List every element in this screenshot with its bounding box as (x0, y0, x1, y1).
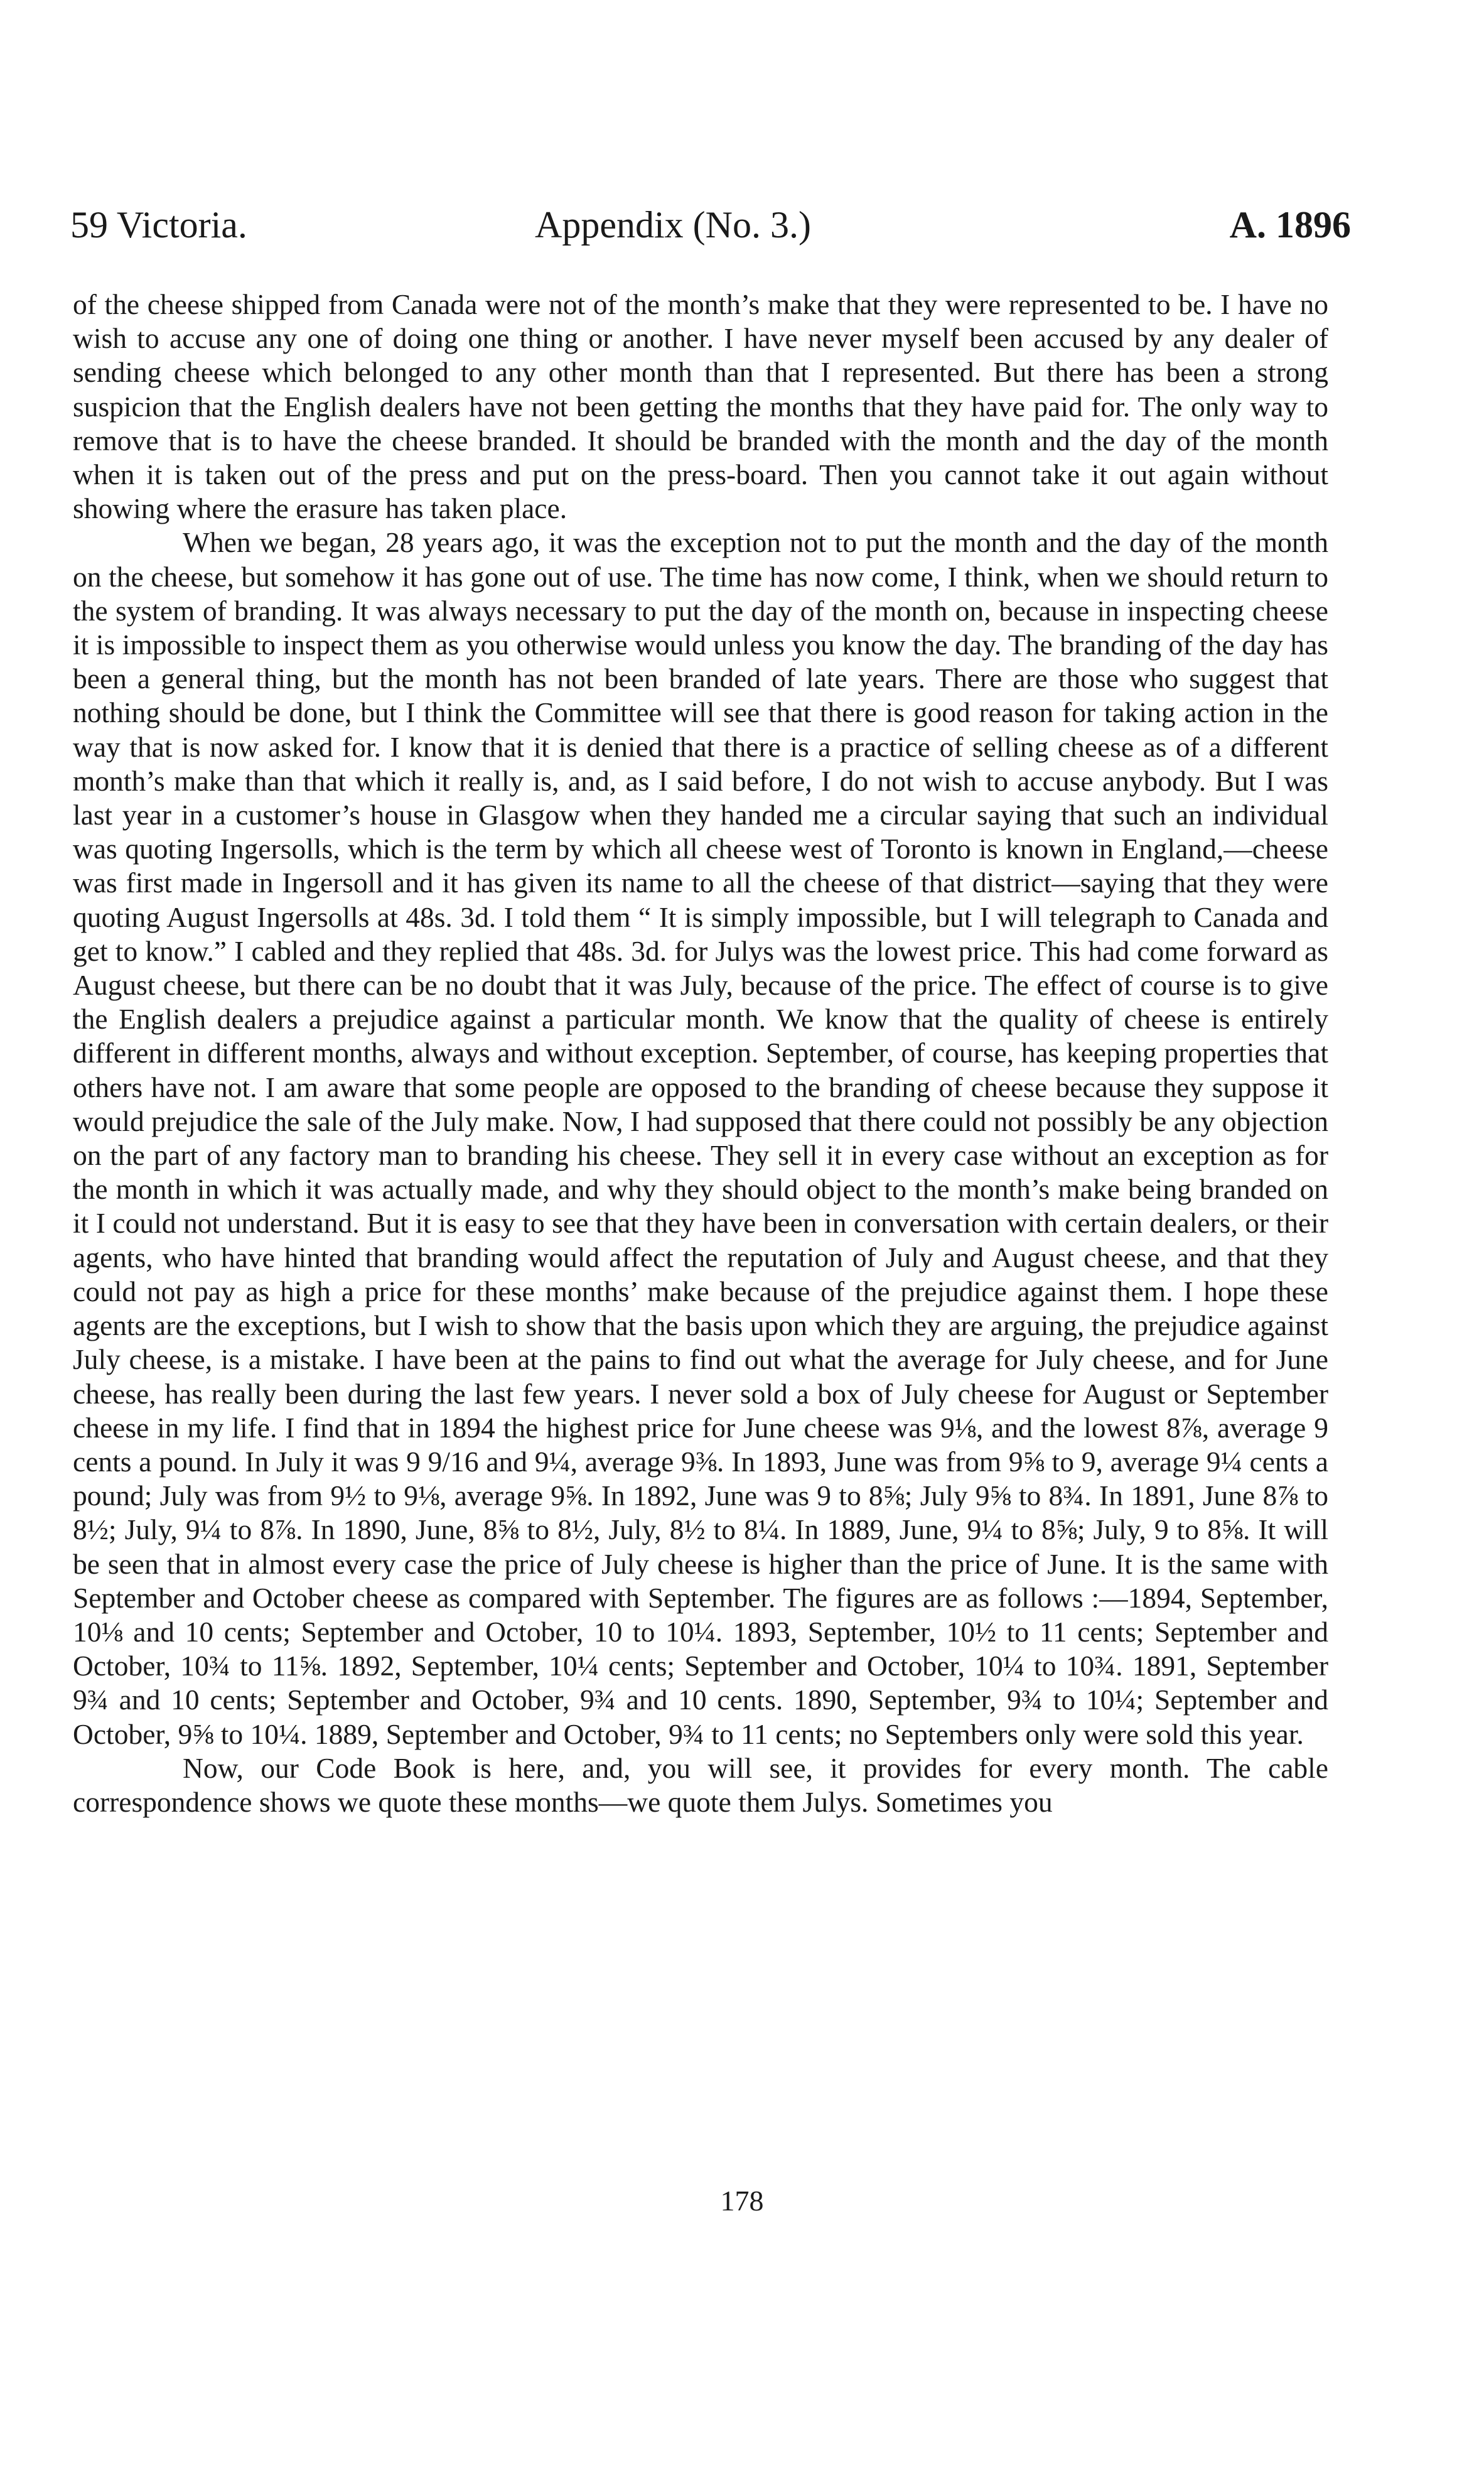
header-appendix: Appendix (No. 3.) (535, 204, 811, 246)
header-session: 59 Victoria. (70, 204, 247, 246)
running-header (70, 200, 1351, 250)
header-year: A. 1896 (1229, 204, 1351, 246)
paragraph-continued: of the cheese shipped from Canada were not of the month’s make that they were represented to be. I have no wish to accuse any one of doing one thing or another. I have never myself been accused by any dealer of sending cheese which belonged to any other month than that I represented. But there has been a strong suspicion that the English dealers have not been getting the months that they have paid for. The only way to remove that is to have the cheese branded. It should be branded with the month and the day of the month when it is taken out of the press and put on the press-board. Then you cannot take it out again without showing where the erasure has taken place. (73, 288, 1328, 525)
body-text (73, 288, 1328, 1819)
paragraph-branding: When we began, 28 years ago, it was the exception not to put the month and the day of the month on the cheese, but somehow it has gone out of use. The time has now come, I think, when we should return to the system of branding. It was always necessary to put the day of the month on, because in inspecting cheese it is impossible to inspect them as you otherwise would unless you know the day. The branding of the day has been a general thing, but the month has not been branded of late years. There are those who suggest that nothing should be done, but I think the Committee will see that there is good reason for taking action in the way that is now asked for. I know that it is denied that there is a practice of selling cheese as of a different month’s make than that which it really is, and, as I said before, I do not wish to accuse anybody. But I was last year in a customer’s house in Glasgow when they handed me a circular saying that such an individual was quoting Ingersolls, which is the term by which all cheese west of Toronto is known in England,—cheese was first made in Ingersoll and it has given its name to all the cheese of that district—saying that they were quoting August Ingersolls at 48s. 3d. I told them “ It is simply impossible, but I will telegraph to Canada and get to know.” I cabled and they replied that 48s. 3d. for Julys was the lowest price. This had come forward as August cheese, but there can be no doubt that it was July, because of the price. The effect of course is to give the English dealers a prejudice against a particular month. We know that the quality of cheese is entirely different in different months, always and without exception. September, of course, has keeping properties that others have not. I am aware that some people are opposed to the branding of cheese because they suppose it would prejudice the sale of the July make. Now, I had supposed that there could not possibly be any objection on the part of any factory man to branding his cheese. They sell it in every case without an exception as for the month in which it was actually made, and why they should object to the month’s make being branded on it I could not understand. But it is easy to see that they have been in conversation with certain dealers, or their agents, who have hinted that branding would affect the reputation of July and August cheese, and that they could not pay as high a price for these months’ make because of the prejudice against them. I hope these agents are the exceptions, but I wish to show that the basis upon which they are arguing, the prejudice against July cheese, is a mistake. I have been at the pains to find out what the average for July cheese, and for June cheese, has really been during the last few years. I never sold a box of July cheese for August or September cheese in my life. I find that in 1894 the highest price for June cheese was 9⅛, and the lowest 8⅞, average 9 cents a pound. In July it was 9 9/16 and 9¼, average 9⅜. In 1893, June was from 9⅝ to 9, average 9¼ cents a pound; July was from 9½ to 9⅛, average 9⅝. In 1892, June was 9 to 8⅝; July 9⅝ to 8¾. In 1891, June 8⅞ to 8½; July, 9¼ to 8⅞. In 1890, June, 8⅝ to 8½, July, 8½ to 8¼. In 1889, June, 9¼ to 8⅝; July, 9 to 8⅝. It will be seen that in almost every case the price of July cheese is higher than the price of June. It is the same with September and October cheese as compared with September. The figures are as follows :—1894, September, 10⅛ and 10 cents; September and October, 10 to 10¼. 1893, September, 10½ to 11 cents; September and October, 10¾ to 11⅝. 1892, September, 10¼ cents; September and October, 10¼ to 10¾. 1891, September 9¾ and 10 cents; September and October, 9¾ and 10 cents. 1890, September, 9¾ to 10¼; September and October, 9⅝ to 10¼. 1889, September and October, 9¾ to 11 cents; no Septembers only were sold this year. (73, 526, 1328, 1750)
page-number: 178 (720, 2185, 764, 2217)
paragraph-code-book: Now, our Code Book is here, and, you will see, it provides for every month. The cable correspondence shows we quote these months—we quote them Julys. Sometimes you (73, 1751, 1328, 1818)
